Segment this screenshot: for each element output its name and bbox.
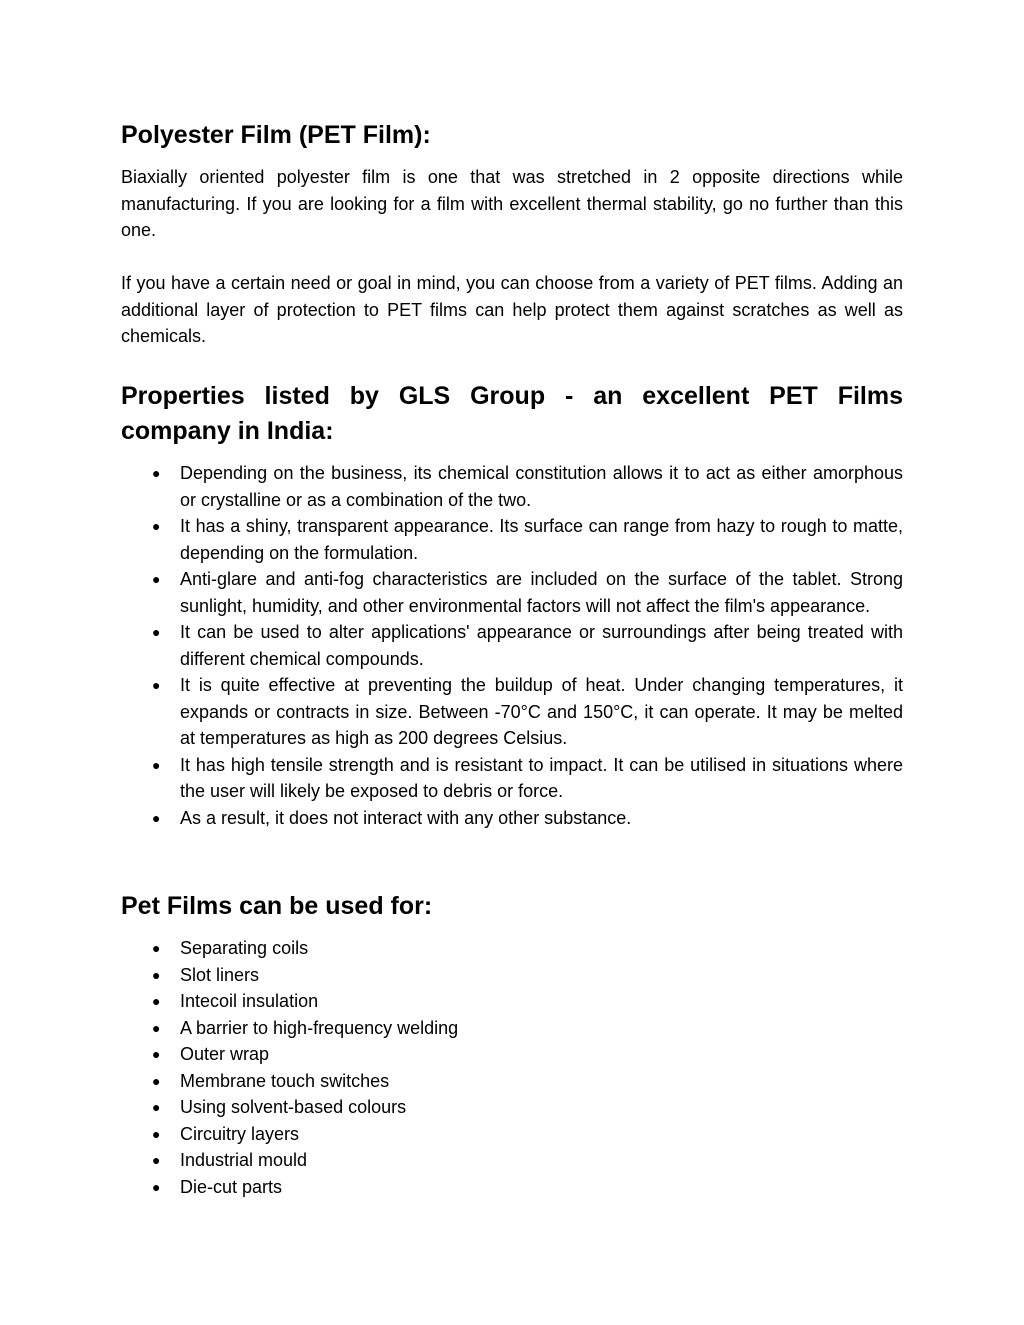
list-item: ● Industrial mould — [121, 1147, 903, 1174]
list-item: ● Circuitry layers — [121, 1121, 903, 1148]
list-item: ● Using solvent-based colours — [121, 1094, 903, 1121]
list-item: ● Depending on the business, its chemical constitution allows it to act as either amorphous or crystalline or as a combination of the two. — [121, 460, 903, 513]
list-item: ● Intecoil insulation — [121, 988, 903, 1015]
properties-list — [121, 460, 903, 831]
bullet-icon: ● — [152, 1046, 161, 1062]
list-item: ● Anti-glare and anti-fog characteristics are included on the surface of the tablet. Strong sunlight, humidity, and other environmental factors will not affect the film's appearance. — [121, 566, 903, 619]
list-item: ● Slot liners — [121, 962, 903, 989]
list-item: ● Die-cut parts — [121, 1174, 903, 1201]
list-item: ● It has high tensile strength and is resistant to impact. It can be utilised in situations where the user will likely be exposed to debris or force. — [121, 752, 903, 805]
intro-paragraph: Biaxially oriented polyester film is one that was stretched in 2 opposite directions while manufacturing. If you are looking for a film with excellent thermal stability, go no further than this one. — [121, 167, 903, 240]
bullet-icon: ● — [152, 940, 161, 956]
bullet-icon: ● — [152, 677, 161, 693]
list-item: ● Membrane touch switches — [121, 1068, 903, 1095]
bullet-icon: ● — [152, 993, 161, 1009]
bullet-icon: ● — [152, 1178, 161, 1195]
pet-films-paragraph: If you have a certain need or goal in mind, you can choose from a variety of PET films. Adding an additional layer of protection to PET films can help protect them against scratches as well as chemicals. — [121, 273, 903, 346]
bullet-icon: ● — [152, 756, 161, 773]
bullet-icon: ● — [152, 1152, 161, 1168]
bullet-icon: ● — [152, 809, 161, 826]
bullet-icon: ● — [152, 465, 161, 481]
bullet-icon: ● — [152, 518, 161, 534]
bullet-icon: ● — [152, 1125, 161, 1142]
list-item: ● Separating coils — [121, 935, 903, 962]
list-item: ● As a result, it does not interact with any other substance. — [121, 805, 903, 832]
bullet-icon: ● — [152, 1072, 161, 1089]
bullet-icon: ● — [152, 966, 161, 983]
section-title-uses: Pet Films can be used for: — [121, 892, 433, 920]
list-item: ● Outer wrap — [121, 1041, 903, 1068]
list-item: ● A barrier to high-frequency welding — [121, 1015, 903, 1042]
section-title-polyester-film: Polyester Film (PET Film): — [121, 121, 431, 149]
section-title-properties: Properties listed by GLS Group - an excellent PET Films company in India: — [121, 382, 903, 445]
list-item: ● It is quite effective at preventing the buildup of heat. Under changing temperatures, it expands or contracts in size. Between -70°C and 150°C, it can operate. It may be melted at temperatures as high as 200 degrees Celsius. — [121, 672, 903, 752]
bullet-icon: ● — [152, 624, 161, 640]
list-item: ● It can be used to alter applications' appearance or surroundings after being treated with different chemical compounds. — [121, 619, 903, 672]
bullet-icon: ● — [152, 1099, 161, 1115]
uses-list — [121, 935, 903, 1200]
bullet-icon: ● — [152, 1019, 161, 1036]
list-item: ● It has a shiny, transparent appearance. Its surface can range from hazy to rough to matte, depending on the formulation. — [121, 513, 903, 566]
bullet-icon: ● — [152, 571, 161, 587]
